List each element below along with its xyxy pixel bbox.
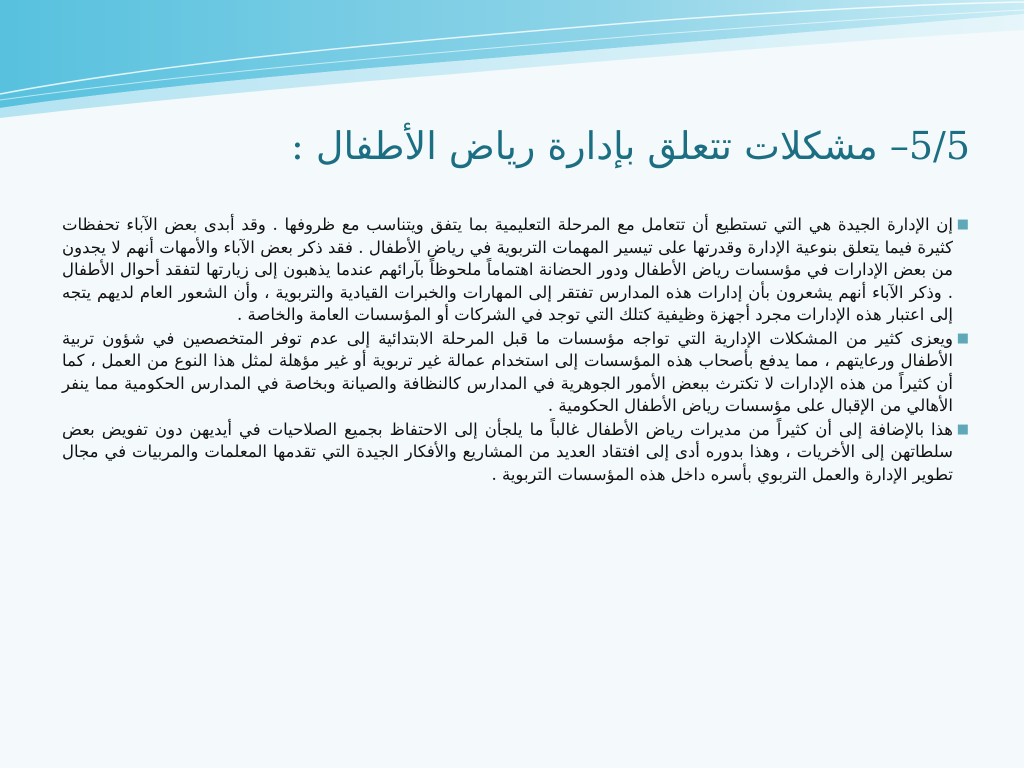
bullet-icon: ■ <box>956 421 969 437</box>
paragraph-text: إن الإدارة الجيدة هي التي تستطيع أن تتعامل مع المرحلة التعليمية بما يتفق ويتناسب مع ظروفها . وقد أبدى بعض الآباء تحفظات كثيرة فيما يتعلق بنوعية الإدارة وقدرتها على تيسير المهمات التربوية في رياض الأطفال . فقد ذكر بعض الآباء والأمهات أنهم لا يجدون من بعض الإدارات في مؤسسات رياض الأطفال ودور الحضانة اهتماماً ملحوظاً بآرائهم عندما يذهبون إلى زيارتها لتفقد أحوال الأطفال . وذكر الآباء أنهم يشعرون بأن إدارات هذه المدارس تفتقر إلى المهارات والخبرات القيادية والتربوية ، وأن الشعور العام لديهم يتجه إلى اعتبار هذه الإدارات مجرد أجهزة وظيفية كتلك التي توجد في الشركات أو المؤسسات العامة والخاصة . <box>62 215 953 324</box>
paragraph-2 <box>62 328 967 418</box>
paragraph-1 <box>62 214 967 327</box>
bullet-icon: ■ <box>956 330 969 346</box>
paragraph-text: ويعزى كثير من المشكلات الإدارية التي تواجه مؤسسات ما قبل المرحلة الابتدائية إلى عدم توفر المتخصصين في شؤون تربية الأطفال ورعايتهم ، مما يدفع بأصحاب هذه المؤسسات إلى استخدام عمالة غير تربوية أو غير مؤهلة لمثل هذا النوع من العمل ، كما أن كثيراً من هذه الإدارات لا تكترث ببعض الأمور الجوهرية في المدارس كالنظافة والصيانة وبخاصة في المدارس الحكومية مما ينفر الأهالي من الإقبال على مؤسسات رياض الأطفال الحكومية . <box>62 328 953 415</box>
paragraph-text: هذا بالإضافة إلى أن كثيراً من مديرات رياض الأطفال غالباً ما يلجأن إلى الاحتفاظ بجميع الصلاحيات في أيديهن دون تفويض بعض سلطاتهن إلى الأخريات ، وهذا بدوره أدى إلى افتقاد العديد من المشاريع والأفكار الجيدة التي تقدمها المعلمات والمربيات في مجال تطوير الإدارة والعمل التربوي بأسره داخل هذه المؤسسات التربوية . <box>62 419 953 484</box>
paragraph-3 <box>62 419 967 487</box>
bullet-icon: ■ <box>956 217 969 232</box>
slide-body <box>62 214 967 487</box>
header-wave-decoration <box>0 0 1024 125</box>
slide-title: 5/5– مشكلات تتعلق بإدارة رياض الأطفال : <box>291 124 970 168</box>
